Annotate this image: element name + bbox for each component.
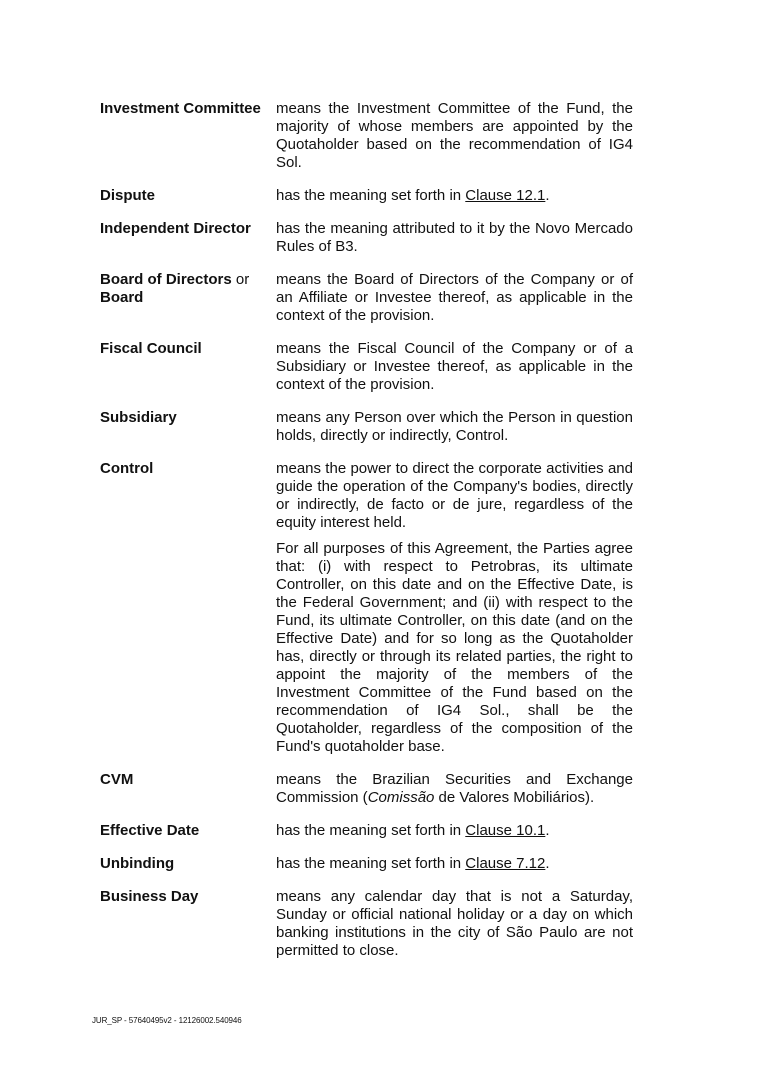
definition-unbinding [100, 855, 633, 873]
definition-control [100, 460, 633, 756]
definition-business-day [100, 888, 633, 960]
definition-board-of-directors [100, 271, 633, 325]
term: Independent Director [100, 220, 251, 237]
definition-text: means the Brazilian Securities and Exchange Commission (Comissão de Valores Mobiliários). [276, 771, 633, 806]
term: Dispute [100, 187, 156, 204]
definition-subsidiary [100, 409, 633, 445]
definitions-list [100, 100, 633, 975]
clause-link[interactable]: Clause 12.1 [465, 187, 546, 204]
document-footer-reference: JUR_SP - 57640495v2 - 12126002.540946 [92, 1016, 242, 1025]
definition-text: has the meaning attributed to it by the Novo Mercado Rules of B3. [276, 220, 633, 255]
definition-fiscal-council [100, 340, 633, 394]
definition-text: means the Board of Directors of the Company or of an Affiliate or Investee thereof, as applicable in the context of the provision. [276, 271, 633, 324]
definition-text: means the Investment Committee of the Fund, the majority of whose members are appointed by the Quotaholder based on the recommendation of IG4 Sol. [276, 100, 633, 171]
term: Investment Committee [100, 100, 261, 117]
definition-text: has the meaning set forth in Clause 10.1. [276, 822, 550, 839]
term: Subsidiary [100, 409, 177, 426]
term: Business Day [100, 888, 199, 905]
definition-effective-date [100, 822, 633, 840]
definition-text: means any calendar day that is not a Saturday, Sunday or official national holiday or a day on which banking institutions in the city of São Paulo are not permitted to close. [276, 888, 633, 959]
definition-independent-director [100, 220, 633, 256]
clause-link[interactable]: Clause 7.12 [465, 855, 546, 872]
term: Effective Date [100, 822, 200, 839]
term: CVM [100, 771, 134, 788]
term: Fiscal Council [100, 340, 202, 357]
term: Control [100, 460, 154, 477]
term: Board of Directors or Board [100, 271, 250, 306]
term: Unbinding [100, 855, 175, 872]
definition-dispute [100, 187, 633, 205]
definition-text: has the meaning set forth in Clause 7.12. [276, 855, 550, 872]
definition-investment-committee [100, 100, 633, 172]
definition-text: means the power to direct the corporate activities and guide the operation of the Company's bodies, directly or indirectly, de facto or de jure, regardless of the equity interest held. For all purposes of this Agreement, the Parties agree that: (i) with respect to Petrobras, its ultimate Controller, on this date and on the Effective Date, is the Federal Government; and (ii) with respect to the Fund, its ultimate Controller, on this date (and on the Effective Date) and for so long as the Quotaholder has, directly or through its related parties, the right to appoint the majority of the members of the Investment Committee of the Fund based on the recommendation of IG4 Sol., shall be the Quotaholder, regardless of the composition of the Fund's quotaholder base. [276, 460, 633, 755]
definition-cvm [100, 771, 633, 807]
clause-link[interactable]: Clause 10.1 [465, 822, 546, 839]
definition-text: means the Fiscal Council of the Company or of a Subsidiary or Investee thereof, as applicable in the context of the provision. [276, 340, 633, 393]
definition-text: means any Person over which the Person in question holds, directly or indirectly, Control. [276, 409, 633, 444]
definition-text: has the meaning set forth in Clause 12.1. [276, 187, 550, 204]
